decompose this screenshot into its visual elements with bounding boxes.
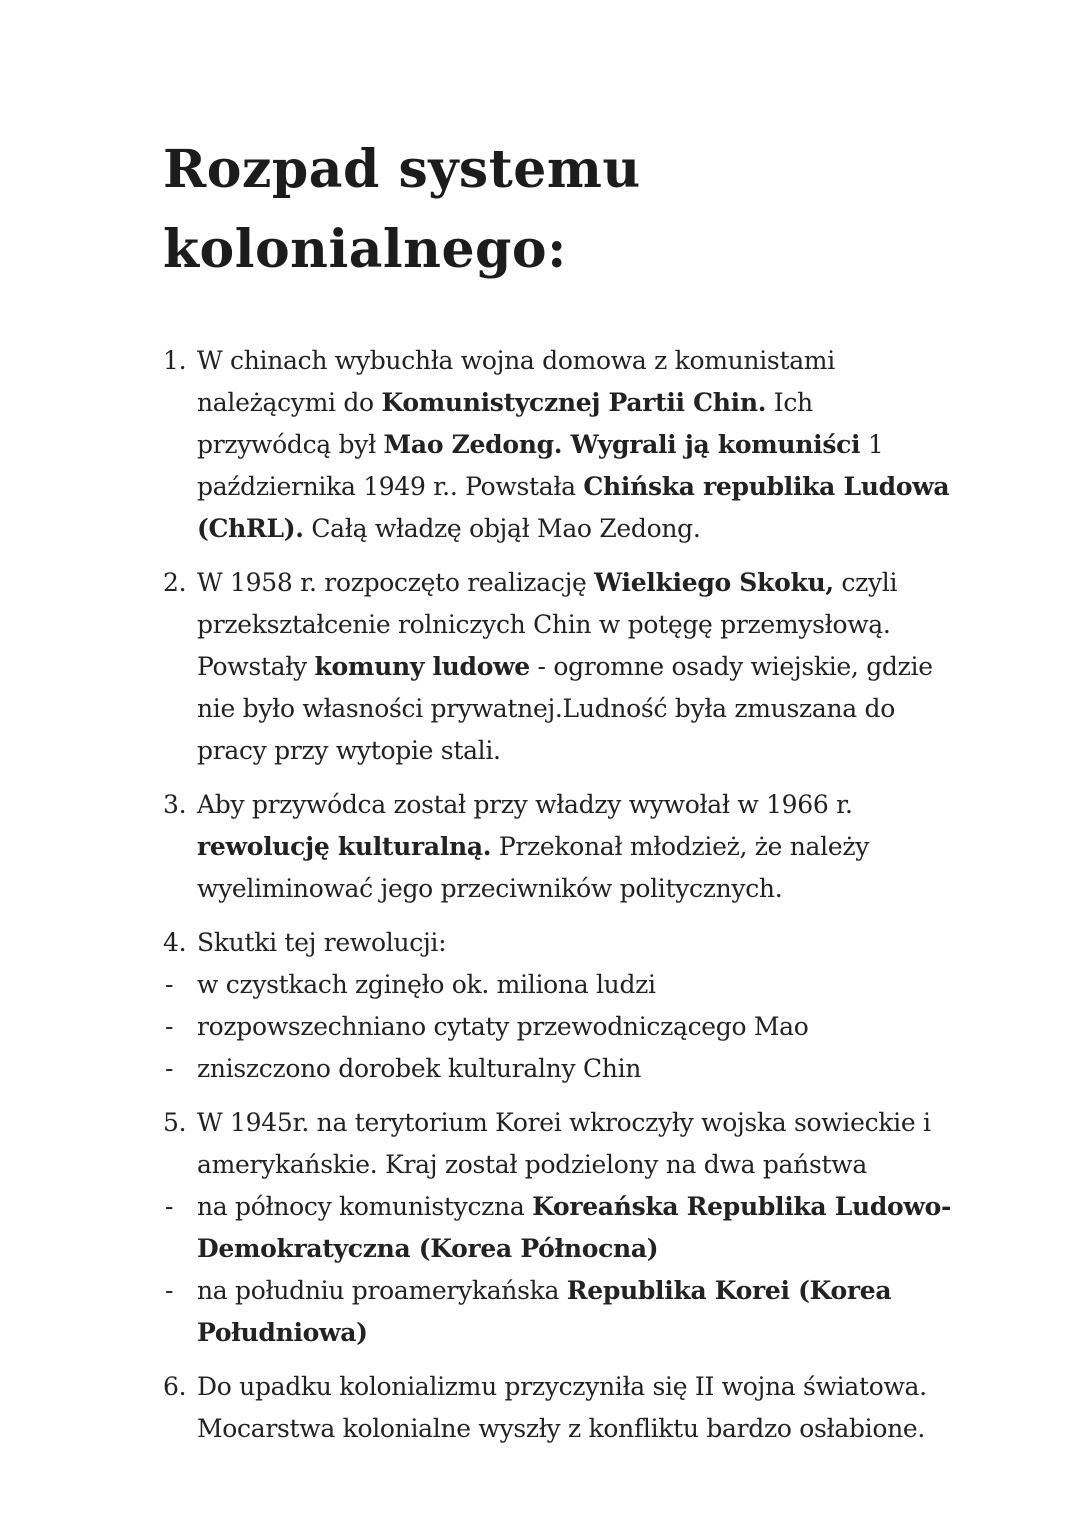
dash-bullet: -	[165, 1054, 174, 1083]
text-span: Skutki tej rewolucji:	[197, 928, 447, 957]
bold-text: Chińska republika Ludowa (ChRL).	[197, 472, 950, 543]
list-item-text	[163, 1366, 953, 1450]
text-span: Przekonał młodzież, że należy wyeliminować jego przeciwników politycznych.	[197, 832, 870, 903]
text-span: Całą władzę objął Mao Zedong.	[303, 514, 701, 543]
bold-text: komuny ludowe	[314, 652, 530, 681]
text-span: Aby przywódca został przy władzy wywołał w 1966 r.	[197, 790, 853, 819]
bold-text: rewolucję kulturalną.	[197, 832, 492, 861]
list-item-text	[163, 922, 953, 964]
text-span: 1 października 1949 r.. Powstała	[197, 430, 884, 501]
text-span: zniszczono dorobek kulturalny Chin	[197, 1054, 642, 1083]
bullet-item	[163, 1186, 953, 1270]
text-span: W chinach wybuchła wojna domowa z komunistami należącymi do	[197, 346, 835, 417]
bullet-item	[163, 1006, 953, 1048]
list-item-number: 4.	[163, 928, 187, 957]
list-item	[163, 340, 953, 550]
list-item-text	[163, 1102, 953, 1186]
list-item	[163, 922, 953, 1090]
text-span: czyli przekształcenie rolniczych Chin w potęgę przemysłową. Powstały	[197, 568, 898, 681]
list-item-text	[163, 784, 953, 910]
numbered-list	[163, 340, 953, 1450]
list-item	[163, 1366, 953, 1450]
list-item	[163, 784, 953, 910]
dash-bullet: -	[165, 1012, 174, 1041]
list-item-number: 5.	[163, 1108, 187, 1137]
list-item	[163, 562, 953, 772]
list-item-text	[163, 562, 953, 772]
list-item-number: 2.	[163, 568, 187, 597]
bold-text: Mao Zedong. Wygrali ją komuniści	[383, 430, 861, 459]
dash-bullet: -	[165, 1192, 174, 1221]
text-span: W 1958 r. rozpoczęto realizację	[197, 568, 595, 597]
text-span: rozpowszechniano cytaty przewodniczącego Mao	[197, 1012, 809, 1041]
page-title: Rozpad systemu kolonialnego:	[163, 139, 641, 280]
list-item	[163, 1102, 953, 1354]
bold-text: Republika Korei (Korea Południowa)	[197, 1276, 892, 1347]
text-span: na północy komunistyczna	[197, 1192, 533, 1221]
list-item-number: 1.	[163, 346, 187, 375]
text-span: na południu proamerykańska	[197, 1276, 567, 1305]
list-item-number: 3.	[163, 790, 187, 819]
bold-text: Wielkiego Skoku,	[594, 568, 834, 597]
list-item-number: 6.	[163, 1372, 187, 1401]
bullet-item	[163, 1048, 953, 1090]
dash-bullet: -	[165, 970, 174, 999]
text-span: Ich przywódcą był	[197, 388, 813, 459]
list-item-text	[163, 340, 953, 550]
bullet-item	[163, 964, 953, 1006]
document-page	[163, 130, 953, 1462]
text-span: w czystkach zginęło ok. miliona ludzi	[197, 970, 656, 999]
text-span: - ogromne osady wiejskie, gdzie nie było własności prywatnej.Ludność była zmuszana do pracy przy wytopie stali.	[197, 652, 933, 765]
bullet-item	[163, 1270, 953, 1354]
text-span: W 1945r. na terytorium Korei wkroczyły wojska sowieckie i amerykańskie. Kraj został podzielony na dwa państwa	[197, 1108, 931, 1179]
dash-bullet: -	[165, 1276, 174, 1305]
bold-text: Komunistycznej Partii Chin.	[381, 388, 767, 417]
text-span: Do upadku kolonializmu przyczyniła się II wojna światowa. Mocarstwa kolonialne wyszły z konfliktu bardzo osłabione.	[197, 1372, 927, 1443]
bold-text: Koreańska Republika Ludowo-Demokratyczna (Korea Północna)	[197, 1192, 952, 1263]
